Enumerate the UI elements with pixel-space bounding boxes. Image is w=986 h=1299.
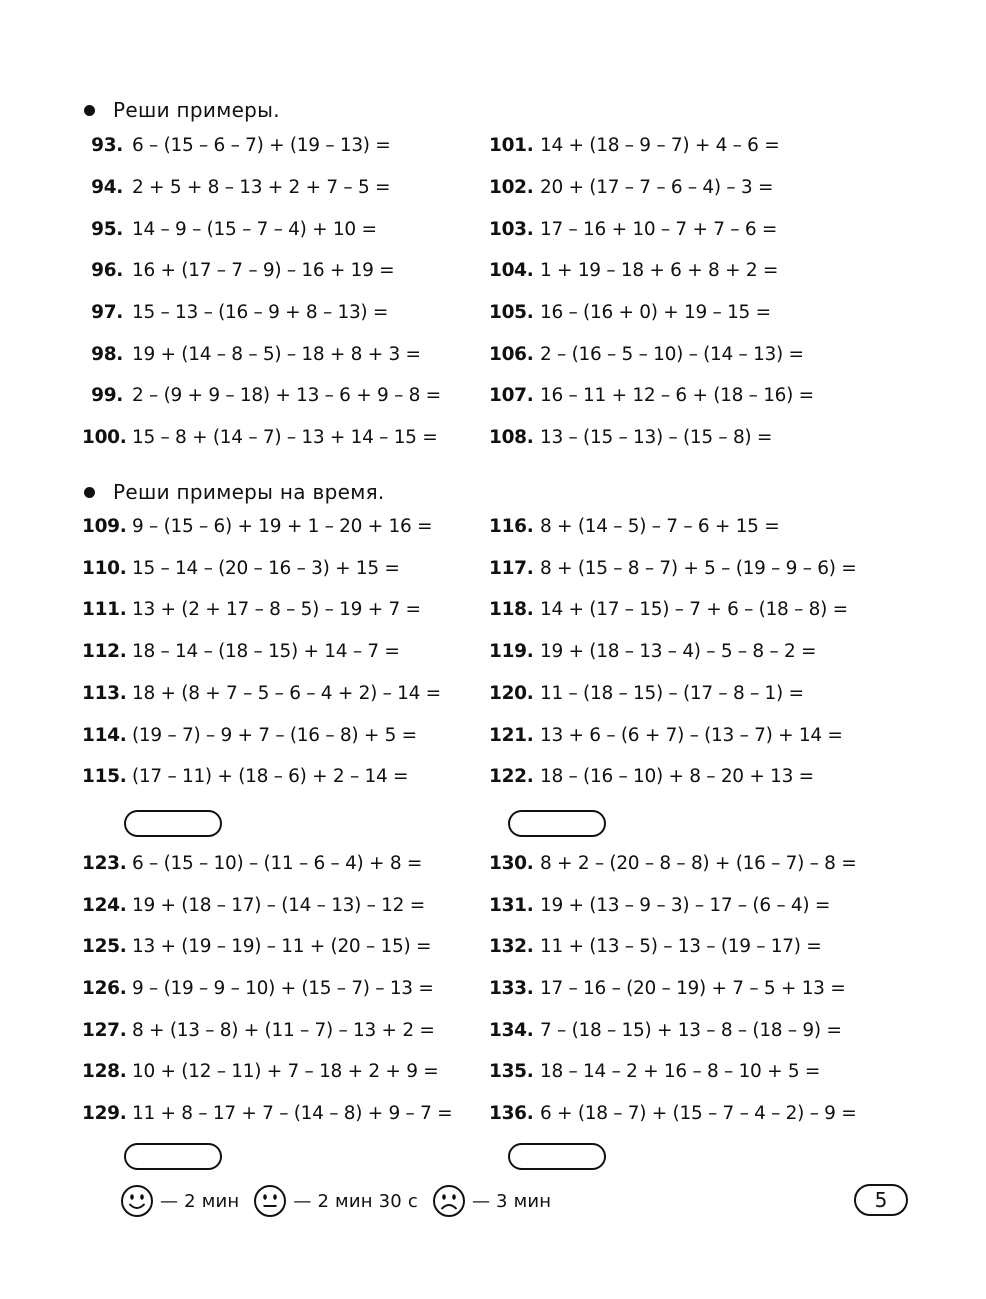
exercise-expression: 11 + 8 – 17 + 7 – (14 – 8) + 9 – 7 = (132, 1102, 453, 1124)
exercise-103 (489, 214, 777, 244)
exercise-number: 95. (91, 218, 123, 240)
exercise-number: 117. (489, 557, 534, 579)
exercise-expression: 18 – 14 – 2 + 16 – 8 – 10 + 5 = (540, 1060, 821, 1082)
timing-text: — 2 мин 30 с (293, 1190, 418, 1212)
exercise-number: 98. (91, 343, 123, 365)
timing-text: — 3 мин (471, 1190, 552, 1212)
neutral-face-icon (253, 1184, 287, 1218)
timing-neutral (253, 1184, 418, 1218)
exercise-number: 136. (489, 1102, 534, 1124)
timing-legend (120, 1181, 565, 1221)
exercise-number: 129. (82, 1102, 127, 1124)
exercise-number: 107. (489, 384, 534, 406)
exercise-expression: 17 – 16 – (20 – 19) + 7 – 5 + 13 = (540, 977, 846, 999)
exercise-expression: 14 – 9 – (15 – 7 – 4) + 10 = (132, 218, 377, 240)
exercise-93 (82, 130, 391, 160)
exercise-expression: 8 + (14 – 5) – 7 – 6 + 15 = (540, 515, 780, 537)
exercise-expression: 6 – (15 – 10) – (11 – 6 – 4) + 8 = (132, 852, 423, 874)
exercise-136 (489, 1098, 856, 1128)
timing-sad (432, 1184, 551, 1218)
exercise-number: 114. (82, 724, 127, 746)
exercise-expression: 14 + (17 – 15) – 7 + 6 – (18 – 8) = (540, 598, 848, 620)
exercise-95 (82, 214, 377, 244)
time-answer-box[interactable] (508, 810, 606, 837)
exercise-expression: 17 – 16 + 10 – 7 + 7 – 6 = (540, 218, 778, 240)
exercise-97 (82, 297, 388, 327)
exercise-number: 132. (489, 935, 534, 957)
exercise-109 (82, 511, 432, 541)
exercise-expression: 19 + (13 – 9 – 3) – 17 – (6 – 4) = (540, 894, 831, 916)
exercise-expression: 6 + (18 – 7) + (15 – 7 – 4 – 2) – 9 = (540, 1102, 857, 1124)
exercise-98 (82, 339, 421, 369)
exercise-expression: 16 + (17 – 7 – 9) – 16 + 19 = (132, 259, 395, 281)
timing-text: — 2 мин (160, 1190, 240, 1212)
exercise-expression: 11 – (18 – 15) – (17 – 8 – 1) = (540, 682, 804, 704)
exercise-115 (82, 761, 408, 791)
exercise-expression: 14 + (18 – 9 – 7) + 4 – 6 = (540, 134, 780, 156)
exercise-96 (82, 255, 394, 285)
exercise-110 (82, 553, 400, 583)
exercise-105 (489, 297, 771, 327)
exercise-102 (489, 172, 773, 202)
exercise-100 (82, 422, 437, 452)
exercise-expression: 19 + (14 – 8 – 5) – 18 + 8 + 3 = (132, 343, 421, 365)
exercise-expression: 9 – (19 – 9 – 10) + (15 – 7) – 13 = (132, 977, 434, 999)
exercise-number: 105. (489, 301, 534, 323)
exercise-number: 123. (82, 852, 127, 874)
exercise-number: 122. (489, 765, 534, 787)
exercise-expression: 8 + (13 – 8) + (11 – 7) – 13 + 2 = (132, 1019, 435, 1041)
exercise-number: 119. (489, 640, 534, 662)
exercise-120 (489, 678, 804, 708)
exercise-99 (82, 380, 441, 410)
exercise-expression: 7 – (18 – 15) + 13 – 8 – (18 – 9) = (540, 1019, 842, 1041)
exercise-expression: 2 + 5 + 8 – 13 + 2 + 7 – 5 = (132, 176, 391, 198)
exercise-expression: 2 – (9 + 9 – 18) + 13 – 6 + 9 – 8 = (132, 384, 441, 406)
exercise-expression: 10 + (12 – 11) + 7 – 18 + 2 + 9 = (132, 1060, 439, 1082)
heading-text: Реши примеры на время. (113, 480, 385, 504)
exercise-number: 104. (489, 259, 534, 281)
exercise-123 (82, 848, 422, 878)
exercise-106 (489, 339, 804, 369)
exercise-132 (489, 931, 821, 961)
exercise-number: 127. (82, 1019, 127, 1041)
exercise-number: 97. (91, 301, 123, 323)
exercise-expression: 1 + 19 – 18 + 6 + 8 + 2 = (540, 259, 779, 281)
time-answer-box[interactable] (508, 1143, 606, 1170)
page-number: 5 (854, 1184, 908, 1216)
exercise-127 (82, 1015, 435, 1045)
exercise-116 (489, 511, 779, 541)
exercise-expression: 8 + (15 – 8 – 7) + 5 – (19 – 9 – 6) = (540, 557, 857, 579)
exercise-number: 135. (489, 1060, 534, 1082)
exercise-131 (489, 890, 830, 920)
exercise-number: 108. (489, 426, 534, 448)
exercise-129 (82, 1098, 452, 1128)
exercise-expression: 13 + (2 + 17 – 8 – 5) – 19 + 7 = (132, 598, 421, 620)
exercise-number: 126. (82, 977, 127, 999)
exercise-expression: 18 – (16 – 10) + 8 – 20 + 13 = (540, 765, 814, 787)
exercise-number: 115. (82, 765, 127, 787)
exercise-number: 94. (91, 176, 123, 198)
section-2-heading (84, 477, 385, 507)
exercise-number: 134. (489, 1019, 534, 1041)
exercise-number: 109. (82, 515, 127, 537)
exercise-number: 133. (489, 977, 534, 999)
exercise-number: 130. (489, 852, 534, 874)
exercise-number: 96. (91, 259, 123, 281)
exercise-expression: 8 + 2 – (20 – 8 – 8) + (16 – 7) – 8 = (540, 852, 857, 874)
exercise-118 (489, 594, 848, 624)
exercise-expression: 16 – (16 + 0) + 19 – 15 = (540, 301, 771, 323)
exercise-130 (489, 848, 856, 878)
exercise-124 (82, 890, 425, 920)
exercise-expression: 15 – 14 – (20 – 16 – 3) + 15 = (132, 557, 400, 579)
exercise-121 (489, 720, 843, 750)
exercise-expression: 13 + 6 – (6 + 7) – (13 – 7) + 14 = (540, 724, 843, 746)
exercise-expression: 11 + (13 – 5) – 13 – (19 – 17) = (540, 935, 822, 957)
exercise-number: 131. (489, 894, 534, 916)
exercise-number: 111. (82, 598, 127, 620)
exercise-expression: 19 + (18 – 17) – (14 – 13) – 12 = (132, 894, 425, 916)
exercise-expression: 16 – 11 + 12 – 6 + (18 – 16) = (540, 384, 814, 406)
exercise-128 (82, 1056, 438, 1086)
exercise-135 (489, 1056, 820, 1086)
exercise-expression: 13 + (19 – 19) – 11 + (20 – 15) = (132, 935, 432, 957)
exercise-expression: 15 – 13 – (16 – 9 + 8 – 13) = (132, 301, 389, 323)
exercise-expression: 15 – 8 + (14 – 7) – 13 + 14 – 15 = (132, 426, 438, 448)
exercise-111 (82, 594, 421, 624)
section-1-heading (84, 95, 280, 125)
exercise-number: 106. (489, 343, 534, 365)
exercise-133 (489, 973, 845, 1003)
exercise-104 (489, 255, 778, 285)
exercise-expression: (17 – 11) + (18 – 6) + 2 – 14 = (132, 765, 409, 787)
exercise-number: 99. (91, 384, 123, 406)
exercise-number: 110. (82, 557, 127, 579)
time-answer-box[interactable] (124, 1143, 222, 1170)
exercise-number: 121. (489, 724, 534, 746)
exercise-101 (489, 130, 779, 160)
exercise-number: 102. (489, 176, 534, 198)
exercise-108 (489, 422, 772, 452)
exercise-number: 118. (489, 598, 534, 620)
exercise-number: 120. (489, 682, 534, 704)
exercise-expression: 2 – (16 – 5 – 10) – (14 – 13) = (540, 343, 804, 365)
exercise-number: 100. (82, 426, 127, 448)
exercise-number: 103. (489, 218, 534, 240)
exercise-113 (82, 678, 441, 708)
sad-face-icon (432, 1184, 466, 1218)
exercise-expression: 19 + (18 – 13 – 4) – 5 – 8 – 2 = (540, 640, 817, 662)
exercise-117 (489, 553, 856, 583)
exercise-expression: 20 + (17 – 7 – 6 – 4) – 3 = (540, 176, 774, 198)
exercise-expression: 13 – (15 – 13) – (15 – 8) = (540, 426, 773, 448)
bullet-icon (84, 105, 95, 116)
exercise-expression: 18 + (8 + 7 – 5 – 6 – 4 + 2) – 14 = (132, 682, 441, 704)
exercise-number: 101. (489, 134, 534, 156)
exercise-expression: 6 – (15 – 6 – 7) + (19 – 13) = (132, 134, 391, 156)
exercise-number: 93. (91, 134, 123, 156)
exercise-126 (82, 973, 434, 1003)
exercise-125 (82, 931, 431, 961)
exercise-number: 116. (489, 515, 534, 537)
exercise-114 (82, 720, 417, 750)
exercise-expression: 18 – 14 – (18 – 15) + 14 – 7 = (132, 640, 400, 662)
exercise-number: 112. (82, 640, 127, 662)
happy-face-icon (120, 1184, 154, 1218)
exercise-107 (489, 380, 814, 410)
exercise-134 (489, 1015, 842, 1045)
time-answer-box[interactable] (124, 810, 222, 837)
bullet-icon (84, 487, 95, 498)
exercise-number: 124. (82, 894, 127, 916)
exercise-number: 125. (82, 935, 127, 957)
exercise-number: 113. (82, 682, 127, 704)
exercise-expression: 9 – (15 – 6) + 19 + 1 – 20 + 16 = (132, 515, 433, 537)
exercise-112 (82, 636, 400, 666)
heading-text: Реши примеры. (113, 98, 280, 122)
timing-happy (120, 1184, 239, 1218)
exercise-expression: (19 – 7) – 9 + 7 – (16 – 8) + 5 = (132, 724, 417, 746)
exercise-number: 128. (82, 1060, 127, 1082)
exercise-119 (489, 636, 816, 666)
exercise-94 (82, 172, 390, 202)
exercise-122 (489, 761, 814, 791)
